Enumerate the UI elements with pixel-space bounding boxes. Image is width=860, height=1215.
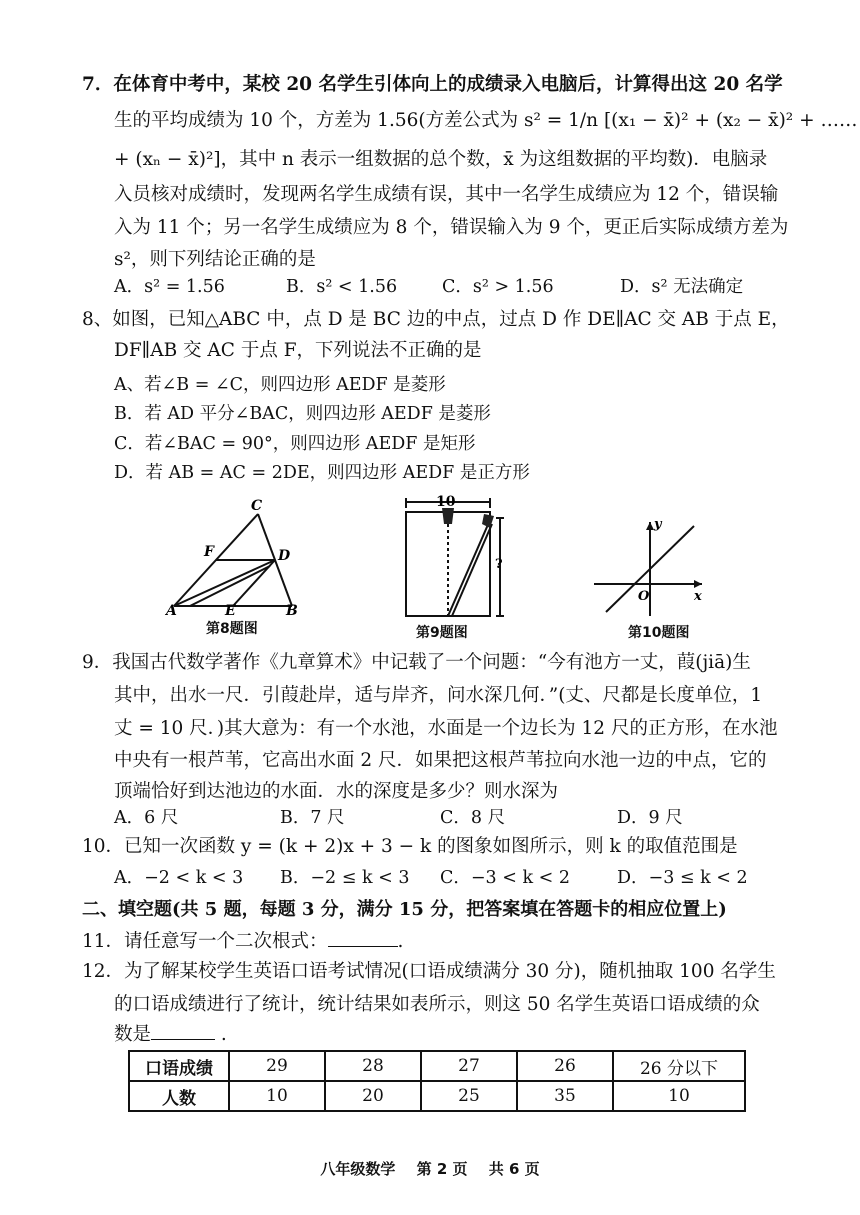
table-cell: 27 [421,1051,517,1081]
q9-line-3: 丈 = 10 尺．)其大意为：有一个水池，水面是一个边长为 12 尺的正方形，在水池 [114,718,778,739]
footer-page-number: 第 2 页 [416,1160,468,1178]
q7-option-a: A．s² = 1.56 [114,277,225,297]
q7-line-6: s²，则下列结论正确的是 [114,249,316,270]
figure-10-caption: 第10题图 [628,625,690,641]
q9-option-a: A．6 尺 [114,808,179,828]
q7-option-b: B．s² < 1.56 [286,277,398,297]
fig8-label-c: C [251,498,263,514]
q8-line-1: 8、如图，已知△ABC 中，点 D 是 BC 边的中点，过点 D 作 DE∥AC 交 AB 于点 E， [82,309,790,330]
fig10-label-x: x [694,589,702,604]
q11-answer-blank [328,928,398,947]
q8-line-2: DF∥AB 交 AC 于点 F，下列说法不正确的是 [114,340,482,361]
q7-line-5: 入为 11 个；另一名学生成绩应为 8 个，错误输入为 9 个，更正后实际成绩方差为 [114,217,789,238]
table-cell: 26 分以下 [613,1051,745,1081]
q12-line-3-text: 数是 [114,1024,152,1045]
figure-9-pond [396,494,510,620]
q9-option-d: D．9 尺 [617,808,683,828]
q7-line-1: 7．在体育中考中，某校 20 名学生引体向上的成绩录入电脑后，计算得出这 20 名学 [82,74,783,95]
table-cell: 29 [229,1051,325,1081]
fig8-label-a: A [166,603,177,616]
q7-option-d: D．s² 无法确定 [620,277,744,297]
table-row [129,1051,745,1081]
table-cell: 10 [229,1081,325,1111]
figure-9-caption: 第9题图 [416,625,468,641]
q9-line-2: 其中，出水一尺．引葭赴岸，适与岸齐，问水深几何．”(丈、尺都是长度单位，1 [114,685,763,706]
q8-option-b: B．若 AD 平分∠BAC，则四边形 AEDF 是菱形 [114,404,491,424]
q10-option-b: B．−2 ≤ k < 3 [280,868,410,888]
footer-subject: 八年级数学 [320,1160,396,1178]
q8-option-c: C．若∠BAC = 90°，则四边形 AEDF 是矩形 [114,434,476,454]
q7-option-c: C．s² > 1.56 [442,277,554,297]
q12-score-table [128,1050,746,1112]
q11-line: 11．请任意写一个二次根式： . [82,927,403,957]
q9-line-4: 中央有一根芦苇，它高出水面 2 尺．如果把这根芦苇拉向水池一边的中点，它的 [114,750,767,771]
fig9-width-mark-icon: 10 [436,494,456,510]
fig8-label-d: D [278,548,291,564]
table-cell: 20 [325,1081,421,1111]
figure-8-triangle [160,494,310,616]
fig10-label-o: O [638,589,650,604]
q12-answer-blank [151,1021,215,1040]
footer-total-pages: 共 6 页 [488,1160,540,1178]
table-cell: 10 [613,1081,745,1111]
table-cell: 35 [517,1081,613,1111]
q12-line-3: 数是 . [114,1020,227,1050]
table-cell: 26 [517,1051,613,1081]
table-cell: 28 [325,1051,421,1081]
q8-option-d: D．若 AB = AC = 2DE，则四边形 AEDF 是正方形 [114,463,530,483]
page-footer [0,1158,860,1179]
q9-line-5: 顶端恰好到达池边的水面．水的深度是多少？则水深为 [114,781,559,802]
table-row [129,1081,745,1111]
table-header-count: 人数 [129,1081,229,1111]
q8-option-a: A、若∠B = ∠C，则四边形 AEDF 是菱形 [114,375,446,395]
q12-line-2: 的口语成绩进行了统计，统计结果如表所示，则这 50 名学生英语口语成绩的众 [114,994,760,1015]
fig10-label-y: y [654,517,662,532]
q9-line-1: 9．我国古代数学著作《九章算术》中记载了一个问题：“今有池方一丈，葭(jiā)生 [82,652,751,673]
q7-line-2: 生的平均成绩为 10 个，方差为 1.56(方差公式为 s² = 1/n [(x₁ − x̄)² + (x₂ − x̄)² + …… [114,110,858,131]
q10-line: 10．已知一次函数 y = (k + 2)x + 3 − k 的图象如图所示，则 k 的取值范围是 [82,836,738,857]
fig8-label-b: B [286,603,298,616]
fig9-label-question: ? [495,557,503,572]
q9-option-c: C．8 尺 [440,808,506,828]
q10-option-a: A．−2 < k < 3 [114,868,244,888]
figure-10-graph [590,516,710,622]
q10-option-d: D．−3 ≤ k < 2 [617,868,748,888]
q11-text: 11．请任意写一个二次根式： [82,931,328,952]
table-cell: 25 [421,1081,517,1111]
section-2-heading: 二、填空题(共 5 题，每题 3 分，满分 15 分，把答案填在答题卡的相应位置上) [82,899,727,920]
q7-line-4: 入员核对成绩时，发现两名学生成绩有误，其中一名学生成绩应为 12 个，错误输 [114,184,779,205]
figure-8-caption: 第8题图 [206,621,258,637]
fig8-label-f: F [204,544,214,560]
q12-line-1: 12．为了解某校学生英语口语考试情况(口语成绩满分 30 分)，随机抽取 100 名学生 [82,961,776,982]
q10-option-c: C．−3 < k < 2 [440,868,571,888]
q7-line-3: + (xₙ − x̄)²]，其中 n 表示一组数据的总个数，x̄ 为这组数据的平均数)．电脑录 [114,149,768,170]
q9-option-b: B．7 尺 [280,808,345,828]
fig8-label-e: E [225,603,236,616]
table-header-score: 口语成绩 [129,1051,229,1081]
